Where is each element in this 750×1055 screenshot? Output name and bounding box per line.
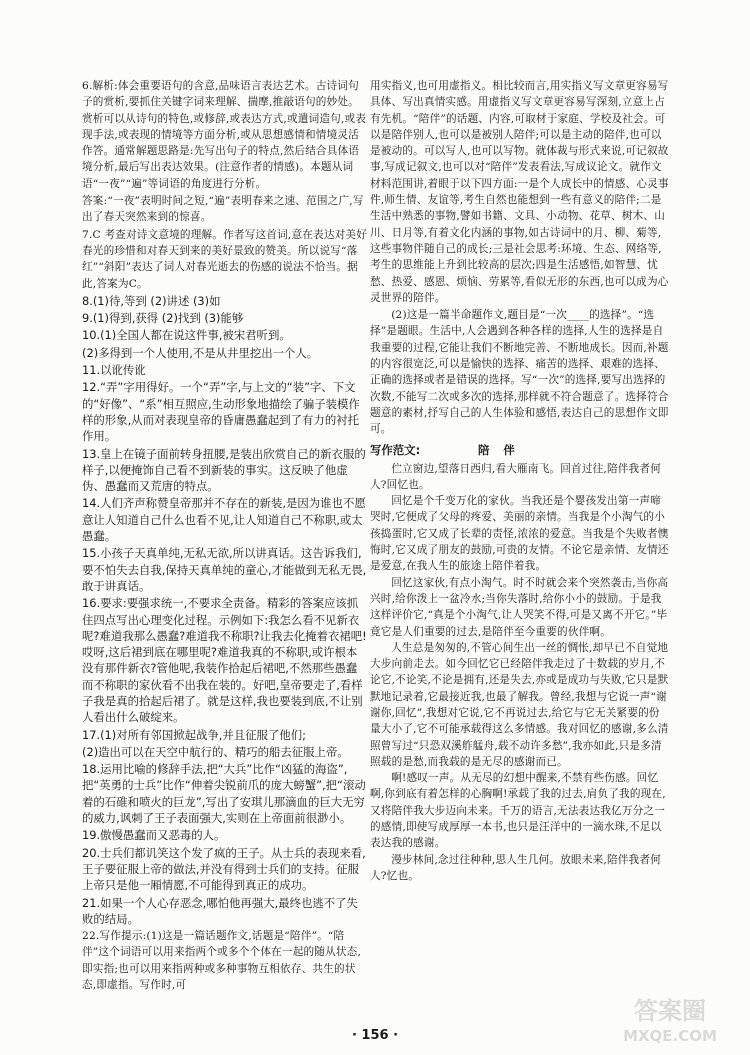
left-answer-column — [82, 78, 367, 993]
answer-17-1: 17.(1)对所有邻国掀起战争,并且征服了他们; — [82, 727, 306, 742]
answer-21: 21.如果一个人心存恶念,哪怕他再强大,最终也逃不了失败的结局。 — [82, 895, 358, 926]
answer-22-writing-tip: 22.写作提示:(1)这是一篇话题作文,话题是“陪伴”。“陪伴”这个词语可以用来指两个或多个个体在一起的随从状态,即实指;也可以用来指两种或多种事物互相依存、共生的状态,即虚指。写作时,可 — [82, 930, 362, 992]
essay-paragraph: 回忆是个千变万化的家伙。当我还是个婴孩发出第一声啼哭时,它便成了父母的疼爱、美丽的亲情。当我是个小淘气的小孩捣蛋时,它又成了长辈的责怪,浓浓的爱意。当我是个失败者懊悔时,它又成了朋友的鼓励,可贵的友情。不论它是亲情、友情还是爱意,在我人生的旅途上陪伴着我。 — [370, 495, 669, 573]
answer-11: 11.以讹传讹 — [82, 363, 146, 378]
essay-paragraph: 啊!感叹一声。从无尽的幻想中醒来,不禁有些伤感。回忆啊,你到底有着怎样的心胸啊!承载了我的过去,肩负了我的现在,又将陪伴我大步迈向未来。千万的语言,无法表达我亿万分之一的感情,即使写成厚厚一本书,也只是汪洋中的一滴水珠,不足以表达我的感谢。 — [370, 772, 666, 850]
watermark-line2: MXQE.COM — [623, 1027, 717, 1045]
answer-15: 15.小孩子天真单纯,无私无欲,所以讲真话。这告诉我们,要不怕失去自我,保持天真单纯的童心,才能做到无私无畏,敢于讲真话。 — [82, 546, 367, 593]
answer-20: 20.士兵们都讥笑这个发了疯的王子。从士兵的表现来看,王子要征服上帝的做法,并没有得到士兵们的支持。征服上帝只是他一厢情愿,不可能得到真正的成功。 — [82, 845, 366, 893]
answer-10-2: (2)多得到一个人使用,不是从井里挖出一个人。 — [82, 345, 319, 360]
answer-12: 12.“弄”字用得好。一个“弄”字,与上文的“装”字、下文的“好像”、“系”相互照应,生动形象地描绘了骗子装模作样的形象,从而对表现皇帝的昏庸愚蠢起到了有力的衬托作用。 — [82, 380, 360, 444]
answer-10-1: 10.(1)全国人都在说这件事,被宋君听到。 — [82, 328, 291, 343]
essay-paragraph: 漫步林间,念过往种种,思人生几何。放眼未来,陪伴我者何人?忆也。 — [370, 853, 661, 882]
right-answer-column — [370, 78, 670, 884]
answer-6-analysis: 6.解析:体会重要语句的含意,品味语言表达艺术。古诗词句子的赏析,要抓住关键字词来理解、揣摩,推敲语句的妙处。赏析可以从诗句的特色,或修辞,或表达方式,或遣词造句,或表现手法,或表现的情境等方面分析,或从思想感情和情境灵活作答。通常解题思路是:先写出句子的特点,然后结合具体语境分析,最后写出表达效果。(注意作者的情感)。本题从词语“一夜”“遍”等词语的角度进行分析。 — [82, 80, 367, 190]
answer-18: 18.运用比喻的修辞手法,把“大兵”比作“凶猛的海盗”,把“英勇的士兵”比作“伸着尖锐前爪的庞大螃蟹”,把“滚动着的石碓和喷火的巨龙”,写出了安琪儿那滴血的巨大无穷的威力,讽刺了王子表面强大,实则在上帝面前很渺小。 — [82, 762, 366, 826]
sample-essay-heading — [370, 442, 670, 459]
answer-9: 9.(1)得到,获得 (2)找到 (3)能够 — [82, 311, 244, 326]
answer-17-2: (2)造出可以在天空中航行的、精巧的船去征服上帝。 — [82, 744, 349, 759]
answer-14: 14.人们齐声称赞皇帝那并不存在的新装,是因为谁也不愿意让人知道自己什么也看不见,让人知道自己不称职,或太愚蠢。 — [82, 496, 366, 544]
answer-6-answer: 答案:“一夜”表明时间之短,“遍”表明春来之速、范围之广,写出了春天突然来到的惊喜。 — [82, 195, 364, 224]
answer-13: 13.皇上在镜子面前转身扭腰,是装出欣赏自己的新衣服的样子,以便掩饰自己看不到新装的事实。这反映了他虚伪、愚蠢而又荒唐的特点。 — [82, 446, 366, 494]
writing-tip-continued: 用实指义,也可用虚指义。相比较而言,用实指义写文章更容易写具体、写出真情实感。用虚指义写文章更容易写深刻,立意上占有先机。“陪伴”的话题、内容,可取材于家庭、学校及社会。可以是陪伴别人,也可以是被别人陪伴;可以是主动的陪伴,也可以是被动的。可以写人,也可以写物。就体裁与形式来说,可记叙故事,写成记叙文,也可以对“陪伴”发表看法,写成议论文。就作文材料范围讲,着眼于以下四方面:一是个人成长中的情感、心灵事件,师生情、友谊等,考生自然也能想到一些有意义的陪伴;二是生活中熟悉的事物,譬如书籍、文具、小动物、花草、树木、山川、日月等,有着文化内涵的事物,如古诗词中的月、柳、菊等,这些事物伴随自己的成长;三是社会思考:环境、生态、网络等,考生的思维能上升到比较高的层次;四是生活感悟,如智慧、忧愁、热爱、感恩、烦恼、劳累等,看似无形的东西,也可以成为心灵世界的陪伴。 — [370, 80, 669, 304]
watermark-line1: 答案圈 — [634, 997, 706, 1025]
sample-essay-body — [370, 461, 670, 885]
answer-16: 16.要求:要强求统一,不要求全责备。精彩的答案应该抓住四点写出心理变化过程。示例如下:我怎么看不见新衣呢?难道我那么愚蠢?难道我不称职?让我去化掩着衣裙吧!哎呀,这后裙到底在哪里呢?难道我真的不称职,或许根本没有那件新衣?管他呢,我装作拾起后裙吧,不然那些愚蠢而不称职的家伙看不出我在装的。好吧,皇帝要走了,看样子我是真的拾起后裙了。就是这样,我也要装到底,不让别人看出什么破绽来。 — [82, 596, 367, 725]
essay-paragraph: 回忆这家伙,有点小淘气。时不时就会来个突然袭击,当你高兴时,给你泼上一盆冷水;当你失落时,给你小小的鼓励。于是我这样评价它,“真是个小淘气,让人哭笑不得,可是又离不开它。”毕竟它是人们重要的过去,是陪伴至今重要的伙伴啊。 — [370, 576, 669, 638]
answer-19: 19.傲慢愚蠢而又恶毒的人。 — [82, 828, 226, 843]
answer-7: 7.C 考查对诗文意境的理解。作者写这首词,意在表达对美好春光的珍惜和对春天到来的美好景致的赞美。所以说写“落红”“斜阳”表达了词人对春光逝去的伤感的说法不恰当。据此,答案为C。 — [82, 228, 367, 290]
essay-paragraph: 伫立窗边,望落日西归,看大雁南飞。回首过往,陪伴我者何人?回忆也。 — [370, 462, 661, 491]
watermark-logo — [600, 989, 740, 1047]
sample-essay-title: 陪伴 — [478, 442, 529, 457]
sample-essay-label: 写作范文: — [370, 442, 421, 457]
page-number: · 156 · — [351, 1028, 399, 1043]
answer-8: 8.(1)待,等到 (2)讲述 (3)如 — [82, 293, 221, 308]
essay-paragraph: 人生总是匆匆的,不管心间生出一丝的惆怅,却早已不自觉地大步向前走去。如今回忆它已经陪伴我走过了十数载的岁月,不论它,不论笑,不论是拥有,还是失去,亦或是成功与失败,它只是默默地记录着,它最接近我,也最了解我。曾经,我想与它说一声“谢谢你,回忆”,我想对它说,它不再说过去,给它与它无关紧要的份量大小了,它不可能承载得这么多情感。我对回忆的感谢,多么清照曾写过“只恐双溪舴艋舟,载不动许多愁”,我亦如此,只是多清照载的是愁,而我载的是无尽的感谢而已。 — [370, 641, 669, 768]
writing-tip-part-2: (2)这是一篇半命题作文,题目是“一次____的选择”。“选择”是题眼。生活中,人会遇到各种各样的选择,人生的选择是自我重要的过程,它能让我们不断地完善、不断地成长。因而,补题的内容很宽泛,可以是愉快的选择、痛苦的选择、艰难的选择、正确的选择或者是错误的选择。写“一次”的选择,要写出选择的次数,不能写二次或多次的选择,那样就不符合题意了。选择符合题意的素材,抒写自己的人生体验和感悟,表达自己的思想作文即可。 — [370, 309, 669, 436]
